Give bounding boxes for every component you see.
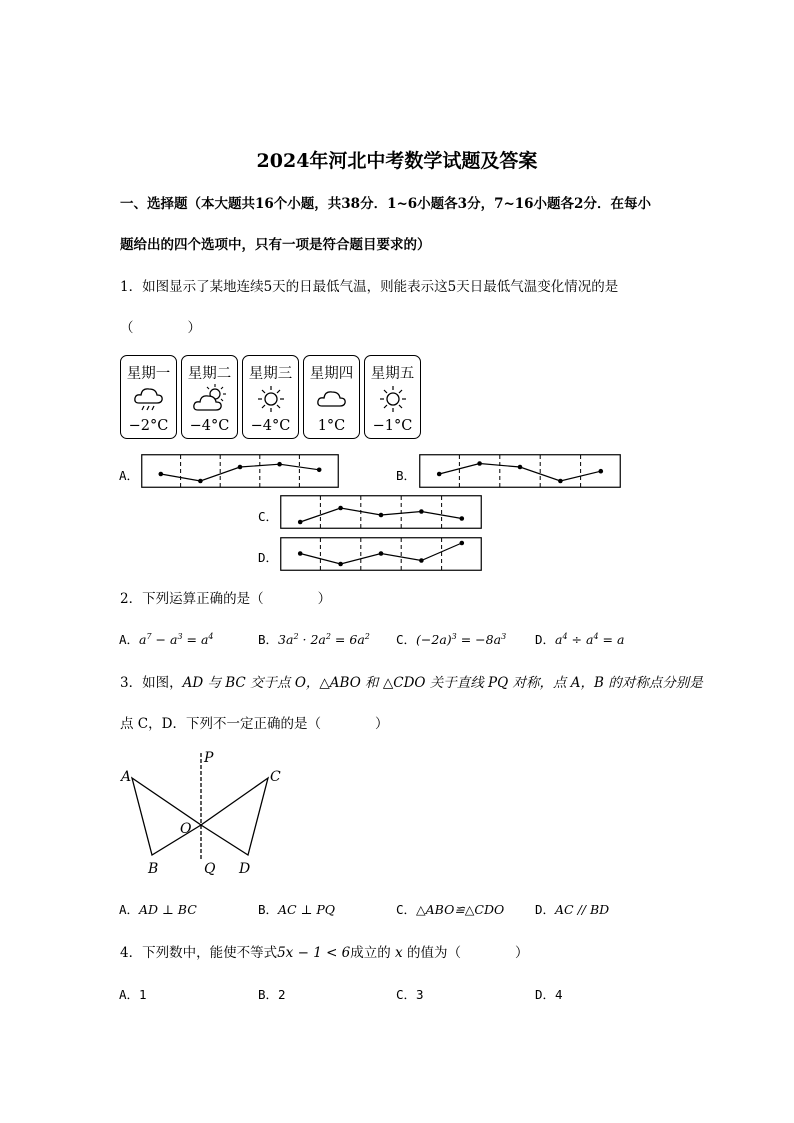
q4-option-c: C．3 — [396, 987, 424, 1002]
chart-point — [198, 479, 203, 484]
q2-stem: 2．下列运算正确的是（ ） — [120, 591, 332, 607]
chart-point — [379, 513, 384, 518]
q1-option-a-chart — [141, 454, 339, 488]
chart-point — [238, 465, 243, 470]
q2-option-b-formula: $3a^2 \cdot 2a^2 = 6a^2$ — [278, 631, 370, 647]
q3-option-d — [535, 900, 609, 918]
cloud-icon — [315, 383, 349, 417]
chart-point — [298, 520, 303, 525]
weather-card-temp: −2°C — [128, 418, 169, 434]
chart-frame — [281, 496, 482, 529]
q2-option-a-label: A． — [119, 632, 140, 647]
q3-option-b — [258, 900, 335, 918]
chart-point — [159, 472, 164, 477]
q1-answer-paren: （ ） — [120, 320, 201, 336]
q3-option-d-label: D． — [535, 902, 556, 917]
q3-figure — [118, 745, 288, 880]
chart-point — [460, 516, 465, 521]
chart-point — [277, 462, 282, 467]
q1-option-c-chart — [280, 495, 482, 529]
chart-frame — [142, 455, 339, 488]
weather-card-temp: −1°C — [372, 418, 413, 434]
q2-option-a — [119, 630, 214, 648]
q2-option-c-label: C． — [396, 632, 417, 647]
weather-card-fri — [364, 355, 421, 439]
label-a: A — [121, 769, 132, 785]
weather-card-mon — [120, 355, 177, 439]
weather-card-temp: −4°C — [250, 418, 291, 434]
sun-icon — [254, 383, 288, 417]
label-c: C — [270, 769, 281, 785]
q4-option-b: B．2 — [258, 987, 286, 1002]
chart-point — [518, 465, 523, 470]
q2-option-b-label: B． — [258, 632, 279, 647]
chart-point — [298, 551, 303, 556]
cloud-rain-icon — [132, 383, 166, 417]
q4-stem-b: 成立的 — [350, 945, 391, 961]
weather-card-temp: −4°C — [189, 418, 230, 434]
page-title: 2024年河北中考数学试题及答案 — [256, 150, 538, 172]
q3-option-b-label: B． — [258, 902, 279, 917]
q4-option-d: D．4 — [535, 987, 563, 1002]
q1-option-a-label: A． — [119, 468, 140, 483]
q2-option-d — [535, 630, 624, 648]
chart-point — [419, 558, 424, 563]
sun-cloud-icon — [193, 383, 227, 417]
q3-option-a — [119, 900, 197, 918]
q3-stem-line2: 点 C，D．下列不一定正确的是（ ） — [120, 716, 389, 732]
section-heading-line1: 一、选择题（本大题共16个小题，共38分．1~6小题各3分，7~16小题各2分．在每小 — [120, 196, 651, 212]
chart-point — [379, 551, 384, 556]
q4-inequality: 5x − 1 < 6 — [277, 945, 351, 961]
weather-card-tue — [181, 355, 238, 439]
q2-option-d-label: D． — [535, 632, 556, 647]
q3-option-c — [396, 900, 504, 918]
weather-card-day: 星期五 — [370, 366, 415, 382]
q3-option-c-label: C． — [396, 902, 417, 917]
q1-stem: 1．如图显示了某地连续5天的日最低气温，则能表示这5天日最低气温变化情况的是 — [120, 279, 619, 295]
q4-stem-a: 4．下列数中，能使不等式 — [120, 945, 278, 961]
weather-card-day: 星期一 — [126, 366, 171, 382]
triangle-cdo — [201, 778, 268, 855]
q4-stem-c: 的值为（ ） — [406, 945, 529, 961]
label-b: B — [148, 861, 159, 877]
chart-point — [338, 506, 343, 511]
label-q: Q — [204, 861, 216, 877]
weather-card-day: 星期四 — [309, 366, 354, 382]
triangle-abo — [132, 778, 201, 855]
chart-point — [558, 479, 563, 484]
q3-option-d-formula: AC // BD — [555, 902, 610, 917]
section-heading-line2: 题给出的四个选项中，只有一项是符合题目要求的） — [120, 237, 431, 253]
q3-stem-math: AD 与 BC 交于点 O，△ABO 和 △CDO 关于直线 PQ 对称，点 A，B 的对称点分别是 — [182, 675, 703, 691]
label-d: D — [239, 861, 251, 877]
q4-stem — [120, 941, 528, 961]
label-o: O — [180, 821, 192, 837]
q3-stem-pre: 3．如图， — [120, 675, 183, 691]
q2-option-d-formula: $a^4 \div a^4 = a$ — [555, 631, 625, 647]
q3-option-c-formula: △ABO≌△CDO — [416, 902, 505, 917]
q2-option-b — [258, 630, 370, 648]
q2-option-c — [396, 630, 506, 648]
q1-option-d-chart — [280, 537, 482, 571]
sun-icon — [376, 383, 410, 417]
chart-point — [317, 468, 322, 473]
chart-point — [477, 461, 482, 466]
chart-point — [338, 562, 343, 567]
q3-option-a-formula: AD ⊥ BC — [139, 902, 197, 917]
q1-option-b-chart — [419, 454, 621, 488]
q1-option-d-label: D． — [258, 550, 279, 565]
q4-var-x: x — [390, 945, 407, 961]
chart-point — [437, 472, 442, 477]
q2-option-a-formula: $a^7 - a^3 = a^4$ — [139, 631, 214, 647]
chart-point — [419, 509, 424, 514]
weather-card-temp: 1°C — [317, 418, 346, 434]
q3-option-b-formula: AC ⊥ PQ — [278, 902, 335, 917]
weather-card-day: 星期二 — [187, 366, 232, 382]
chart-point — [460, 541, 465, 546]
weather-card-day: 星期三 — [248, 366, 293, 382]
weather-card-wed — [242, 355, 299, 439]
chart-point — [599, 469, 604, 474]
q3-option-a-label: A． — [119, 902, 140, 917]
weather-card-thu — [303, 355, 360, 439]
q1-option-b-label: B． — [396, 468, 417, 483]
q4-option-a: A．1 — [119, 987, 147, 1002]
label-p: P — [204, 750, 214, 766]
q2-option-c-formula: $(-2a)^3 = -8a^3$ — [416, 631, 507, 647]
q3-stem-line1 — [120, 671, 703, 691]
q1-option-c-label: C． — [258, 509, 279, 524]
